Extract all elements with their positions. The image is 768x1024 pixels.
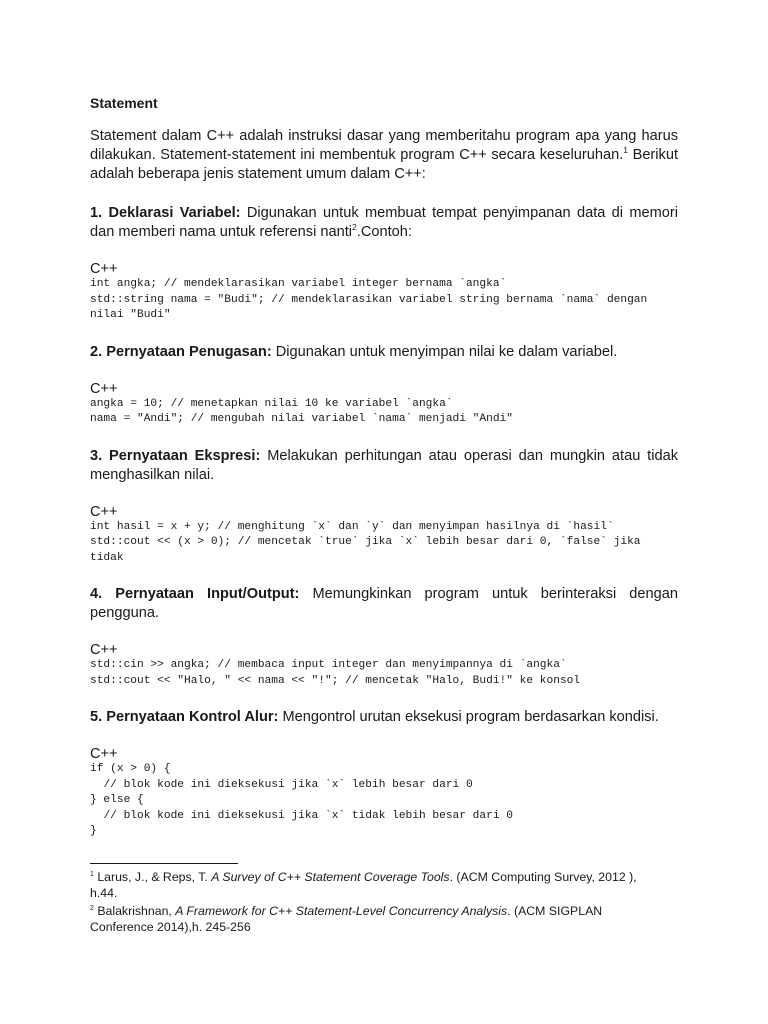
- footnotes: [90, 863, 650, 937]
- statement-section-5: [90, 708, 678, 840]
- section-title-1: [90, 204, 678, 242]
- section-desc-2: Digunakan untuk menyimpan nilai ke dalam variabel.: [271, 343, 618, 360]
- footnote-source: . (ACM Computing Survey, 2012 ), h.44.: [90, 870, 637, 900]
- code-snippet: int angka; // mendeklarasikan variabel integer bernama `angka` std::string nama = "Budi"; // mendeklarasikan variabel string bernama `nama` dengan nilai "Budi": [90, 278, 648, 321]
- footnote-separator: [90, 863, 238, 864]
- code-language-label: C++: [90, 642, 118, 658]
- code-language-label: C++: [90, 503, 118, 520]
- code-block-3: [90, 504, 678, 567]
- section-title-4: [90, 585, 678, 623]
- section-desc-3: Melakukan perhitungan atau operasi dan mungkin atau tidak menghasilkan nilai.: [90, 447, 679, 483]
- footnote-number: 1: [90, 870, 94, 878]
- footnote-authors: Larus, J., & Reps, T.: [93, 870, 212, 884]
- footnote-title: A Framework for C++ Statement-Level Concurrency Analysis: [175, 904, 508, 918]
- footnote-title: A Survey of C++ Statement Coverage Tools: [211, 870, 450, 884]
- footnote-1: [90, 869, 650, 901]
- section-desc-5: Mengontrol urutan eksekusi program berdasarkan kondisi.: [278, 709, 659, 725]
- footnote-authors: Balakrishnan,: [93, 904, 176, 918]
- code-block-5: [90, 746, 678, 840]
- section-desc-1-continued: .Contoh:: [356, 224, 412, 240]
- code-snippet: angka = 10; // menetapkan nilai 10 ke variabel `angka` nama = "Andi"; // mengubah nilai variabel `nama` menjadi "Andi": [90, 397, 513, 425]
- statement-section-1: [90, 204, 678, 324]
- statement-section-2: [90, 343, 678, 428]
- code-block-1: [90, 261, 678, 324]
- section-label-3: 3. Pernyataan Ekspresi:: [90, 447, 261, 464]
- code-snippet: std::cin >> angka; // membaca input integer dan menyimpannya di `angka` std::cout << "Halo, " << nama << "!"; // mencetak "Halo, Budi!" ke konsol: [90, 659, 581, 687]
- footnote-source: . (ACM SIGPLAN Conference 2014),h. 245-256: [90, 904, 603, 934]
- footnote-ref-1[interactable]: 1: [623, 145, 629, 156]
- code-block-4: [90, 642, 678, 689]
- code-language-label: C++: [90, 380, 118, 397]
- code-block-2: [90, 381, 678, 428]
- intro-text: Statement dalam C++ adalah instruksi dasar yang memberitahu program apa yang harus dilakukan. Statement-statement ini membentuk program C++ secara keseluruhan.: [90, 128, 678, 163]
- code-language-label: C++: [90, 746, 118, 762]
- statement-section-3: [90, 447, 678, 567]
- section-title-5: [90, 708, 678, 727]
- footnote-2: [90, 903, 650, 935]
- code-snippet: int hasil = x + y; // menghitung `x` dan `y` dan menyimpan hasilnya di `hasil` std::cout << (x > 0); // mencetak `true` jika `x` lebih besar dari 0, `false` jika tidak: [90, 520, 641, 564]
- section-label-4: 4. Pernyataan Input/Output:: [90, 586, 300, 602]
- section-label-1: 1. Deklarasi Variabel:: [90, 205, 241, 221]
- code-snippet: if (x > 0) { // blok kode ini dieksekusi jika `x` lebih besar dari 0 } else { // blok kode ini dieksekusi jika `x` tidak lebih besar dari 0 }: [90, 763, 513, 837]
- intro-paragraph: [90, 127, 678, 184]
- section-heading: Statement: [90, 95, 158, 111]
- section-label-5: 5. Pernyataan Kontrol Alur:: [90, 709, 279, 725]
- intro-text-continued: Berikut adalah beberapa jenis statement umum dalam C++:: [90, 147, 679, 182]
- code-language-label: C++: [90, 261, 118, 277]
- section-desc-4: Memungkinkan program untuk berinteraksi dengan pengguna.: [90, 586, 678, 621]
- section-title-3: [90, 447, 678, 485]
- section-title-2: [90, 343, 678, 362]
- document-body: [90, 94, 678, 840]
- statement-section-4: [90, 585, 678, 689]
- section-desc-1: Digunakan untuk membuat tempat penyimpanan data di memori dan memberi nama untuk referensi nanti: [90, 205, 678, 240]
- section-label-2: 2. Pernyataan Penugasan:: [90, 343, 272, 360]
- footnote-number: 2: [90, 904, 94, 912]
- footnote-ref-2[interactable]: 2: [352, 222, 357, 233]
